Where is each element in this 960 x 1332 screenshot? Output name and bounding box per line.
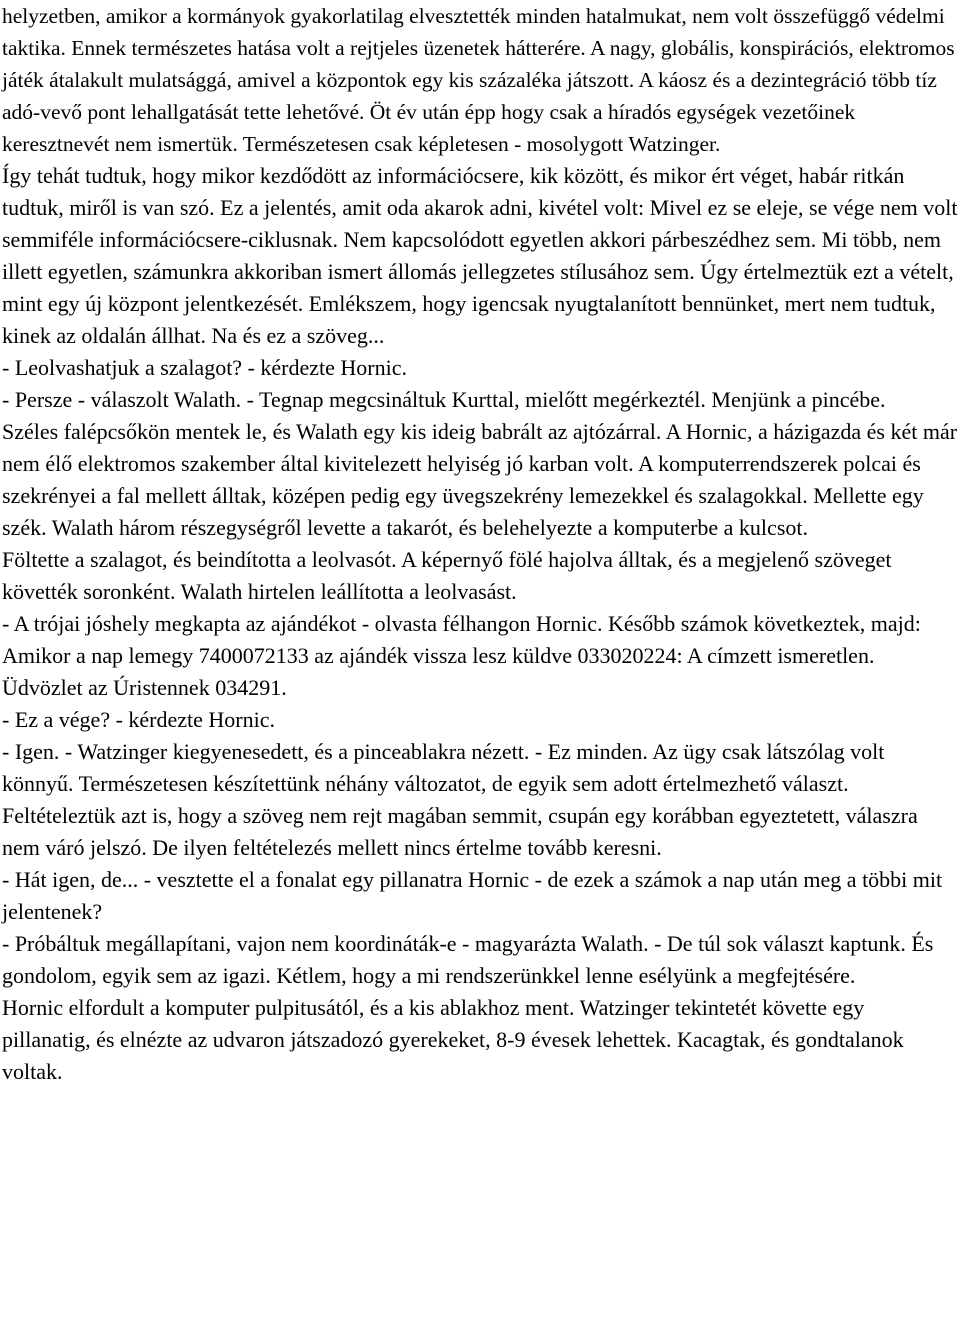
paragraph-8: Amikor a nap lemegy 7400072133 az ajándék vissza lesz küldve 033020224: A címzett ismeretlen. Üdvözlet az Úristennek 034291. <box>2 643 875 700</box>
paragraph-11: - Hát igen, de... - vesztette el a fonalat egy pillanatra Hornic - de ezek a számok a nap után meg a többi mit jelentenek? <box>2 867 943 924</box>
paragraph-4: - Persze - válaszolt Walath. - Tegnap megcsináltuk Kurttal, mielőtt megérkeztél. Menjünk a pincébe. <box>2 387 886 412</box>
paragraph-6: Föltette a szalagot, és beindította a leolvasót. A képernyő fölé hajolva álltak, és a megjelenő szöveget követték soronként. Walath hirtelen leállította a leolvasást. <box>2 547 892 604</box>
paragraph-7: - A trójai jóshely megkapta az ajándékot - olvasta félhangon Hornic. Később számok következtek, majd: <box>2 611 921 636</box>
paragraph-10: - Igen. - Watzinger kiegyenesedett, és a pinceablakra nézett. - Ez minden. Az ügy csak látszólag volt könnyű. Természetesen készítettünk néhány változatot, de egyik sem adott értelmezhető választ. Feltételeztük azt is, hogy a szöveg nem rejt magában semmit, csupán egy korábban egyeztetett, válaszra nem váró jelszó. De ilyen feltételezés mellett nincs értelme tovább keresni. <box>2 739 918 860</box>
paragraph-12: - Próbáltuk megállapítani, vajon nem koordináták-e - magyarázta Walath. - De túl sok választ kaptunk. És gondolom, egyik sem az igazi. Kétlem, hogy a mi rendszerünkkel lenne esélyünk a megfejtésére. <box>2 931 934 988</box>
paragraph-1: helyzetben, amikor a kormányok gyakorlatilag elvesztették minden hatalmukat, nem volt összefüggő védelmi taktika. Ennek természetes hatása volt a rejtjeles üzenetek hátterére. A nagy, globális, konspirációs, elektromos játék átalakult mulatsággá, amivel a központok egy kis százaléka játszott. A káosz és a dezintegráció több tíz adó-vevő pont lehallgatását tette lehetővé. Öt év után épp hogy csak a híradós egységek vezetőinek keresztnevét nem ismertük. Természetesen csak képletesen - mosolygott Watzinger. <box>2 4 955 156</box>
paragraph-3: - Leolvashatjuk a szalagot? - kérdezte Hornic. <box>2 355 407 380</box>
paragraph-13: Hornic elfordult a komputer pulpitusától, és a kis ablakhoz ment. Watzinger tekintetét követte egy pillanatig, és elnézte az udvaron játszadozó gyerekeket, 8-9 évesek lehettek. Kacagtak, és gondtalanok voltak. <box>2 995 904 1084</box>
paragraph-5: Széles falépcsőkön mentek le, és Walath egy kis ideig babrált az ajtózárral. A Hornic, a házigazda és két már nem élő elektromos szakember által kivitelezett helyiség jó karban volt. A komputerrendszerek polcai és szekrényei a fal mellett álltak, középen pedig egy üvegszekrény lemezekkel és szalagokkal. Mellette egy szék. Walath három részegységről levette a takarót, és belehelyezte a komputerbe a kulcsot. <box>2 419 958 540</box>
paragraph-9: - Ez a vége? - kérdezte Hornic. <box>2 707 276 732</box>
paragraph-2: Így tehát tudtuk, hogy mikor kezdődött az információcsere, kik között, és mikor ért véget, habár ritkán tudtuk, miről is van szó. Ez a jelentés, amit oda akarok adni, kivétel volt: Mivel ez se eleje, se vége nem volt semmiféle információcsere-ciklusnak. Nem kapcsolódott egyetlen akkori párbeszédhez sem. Mi több, nem illett egyetlen, számunkra akkoriban ismert állomás jellegzetes stílusához sem. Úgy értelmeztük ezt a vételt, mint egy új központ jelentkezését. Emlékszem, hogy igencsak nyugtalanított bennünket, mert nem tudtuk, kinek az oldalán állhat. Na és ez a szöveg... <box>2 163 958 348</box>
